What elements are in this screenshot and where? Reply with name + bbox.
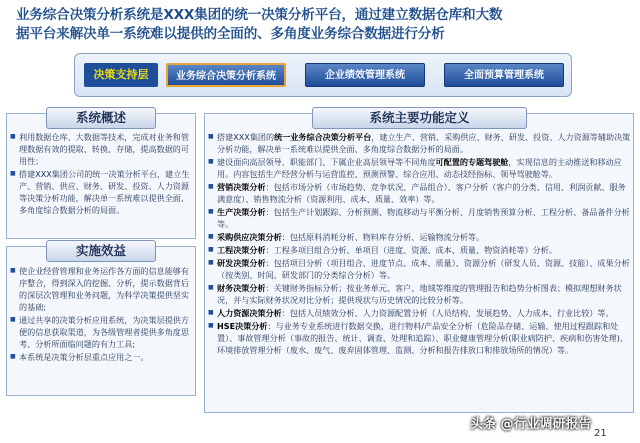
title-line-2: 据平台来解决单一系统难以提供的全面的、多角度业务综合数据进行分析 (16, 26, 445, 42)
watermark: 头条 @行业调研报告 (470, 417, 592, 432)
effect-list (10, 265, 194, 364)
list-item: ■ 营销决策分析：包括市场分析（市场趋势、竞争状况、产品组合）、客户分析（客户的分类、信用、利润贡献、服务满意度）、销售物流分析（资源利用、成本、质量、效率）等。 (208, 181, 632, 205)
list-item: ■ 采购供应决策分析：包括原料消耗分析、物料库存分析、运输物流分析等。 (208, 231, 632, 243)
functions-heading: 系统主要功能定义 (312, 107, 527, 129)
page-title (16, 6, 616, 44)
list-item: ■ 使企业经营管理和业务运作各方面的信息能够有序整合，得到深入的挖掘、分析，提示数据背后的深层次管理和业务问题，为科学决策提供坚实的基础; (10, 265, 194, 313)
list-item: ■ 建设面向高层领导、职能部门、下属企业高层领导等不同角度可配置的专题驾驶舱，实现信息的主动推送和移动应用。内容包括生产经营分析与运营监控、预测预警、综合应用、动态技经指标、领导驾驶舱等。 (208, 156, 632, 180)
functions-list (208, 131, 632, 357)
overview-heading: 系统概述 (46, 107, 156, 129)
list-item: ■ HSE决策分析：与业务专业系统进行数据交换，进行物料/产品安全分析（危险品存储、运输、使用过程跟踪和处置）、事故管理分析（事故的报告、统计、调查、处理和追踪）、职业健康管理分析(职业病防护、疾病和伤害处理)、环境排放管理分析（废水、废气、废弃固体管理、监测、分析和报告排放口和排放场所的情况）等。 (208, 320, 632, 356)
title-line-1: 业务综合决策分析系统是XXX集团的统一决策分析平台，通过建立数据仓库和大数 (16, 7, 503, 23)
list-item: ■ 生产决策分析：包括生产计划跟踪、分析预测、物流移动与平衡分析、月度销售预算分析、工程分析、备品备件分析等。 (208, 206, 632, 230)
page-number: 21 (594, 428, 607, 439)
list-item: ■ 利用数据仓库、大数据等技术，完成对业务和管理数据有效的提取、转换、存储，提高数据的可用性； (10, 131, 194, 167)
decision-layer-tag: 决策支持层 (84, 63, 158, 87)
module-budget[interactable]: 全面预算管理系统 (444, 63, 564, 87)
list-item: ■ 搭建XXX集团公司的统一决策分析平台，建立生产、营销、供应、财务、研发、投资、人力资源等决策分析功能，解决单一系统难以提供全面、多角度综合数据分析的局面。 (10, 168, 194, 216)
list-item: ■ 搭建XXX集团的统一业务综合决策分析平台，建立生产、营销、采购供应、财务、研发、投资、人力资源等辅助决策分析功能，解决单一系统难以提供全面、多角度综合数据分析的局面。 (208, 131, 632, 155)
list-item: ■ 人力资源决策分析：包括人员绩效分析、人力资源配置分析（人员结构、发展趋势、人力成本、行业比较）等。 (208, 307, 632, 319)
module-business-decision[interactable]: 业务综合决策分析系统 (166, 63, 286, 87)
list-item: ■ 研发决策分析：包括项目分析（项目组合、进度节点、成本、质量）、资源分析（研发人员、资源、技能）、成果分析（按类别、时间、研发部门的分类综合分析）等。 (208, 257, 632, 281)
overview-list (10, 131, 194, 217)
effect-heading: 实施效益 (46, 240, 156, 262)
list-item: ■ 财务决策分析：关键财务指标分析；按业务单元、客户、地域等维度的管理报告和趋势分析图表；模拟理想财务状况，并与实际财务状况对比分析；提供现状与历史情况的比较分析等。 (208, 282, 632, 306)
list-item: ■ 工程决策分析：工程多项目组合分析、单项目（进度、资源、成本、质量、物资消耗等）分析。 (208, 244, 632, 256)
list-item: ■ 通过共享的决策分析应用系统，为决策层提供方便的信息获取渠道，为各级管理者提供多角度思考、分析所面临问题的有力工具; (10, 314, 194, 350)
list-item: ■ 本系统是决策分析层重点应用之一。 (10, 351, 194, 363)
module-performance[interactable]: 企业绩效管理系统 (305, 63, 425, 87)
